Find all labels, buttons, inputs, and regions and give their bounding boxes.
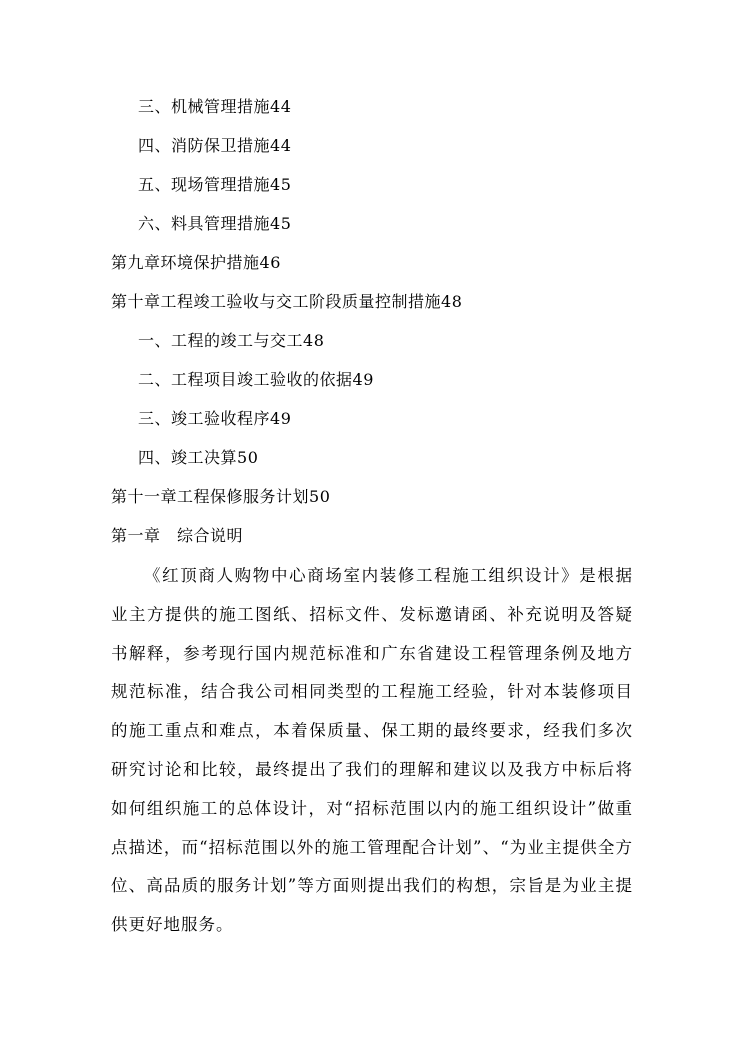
toc-line: [111, 292, 462, 312]
chapter-heading: 第一章 综合说明: [111, 526, 244, 545]
toc-page: 46: [259, 253, 281, 272]
toc-title: 二、工程项目竣工验收的依据: [138, 370, 353, 389]
toc-page: 44: [270, 136, 292, 155]
toc-page: 49: [352, 370, 374, 389]
toc-page: 45: [270, 214, 292, 233]
toc-page: 45: [270, 175, 292, 194]
toc-line: [138, 370, 374, 390]
toc-title: 四、消防保卫措施: [138, 136, 271, 155]
toc-line: [138, 175, 291, 195]
toc-line: [138, 136, 291, 156]
toc-title: 六、料具管理措施: [138, 214, 271, 233]
toc-line: [138, 448, 258, 468]
toc-line: [138, 409, 291, 429]
toc-page: 50: [237, 448, 259, 467]
toc-title: 四、竣工决算: [138, 448, 238, 467]
toc-page: 48: [441, 292, 463, 311]
toc-line: [111, 253, 281, 273]
toc-page: 49: [270, 409, 292, 428]
toc-line: [111, 487, 330, 507]
toc-title: 三、机械管理措施: [138, 97, 271, 116]
toc-title: 第十章工程竣工验收与交工阶段质量控制措施: [111, 292, 442, 311]
body-paragraph: 《红顶商人购物中心商场室内装修工程施工组织设计》是根据业主方提供的施工图纸、招标文件、发标邀请函、补充说明及答疑书解释，参考现行国内规范标准和广东省建设工程管理条例及地方规范标准，结合我公司相同类型的工程施工经验，针对本装修项目的施工重点和难点，本着保质量、保工期的最终要求，经我们多次研究讨论和比较，最终提出了我们的理解和建议以及我方中标后将如何组织施工的总体设计，对“招标范围以内的施工组织设计”做重点描述，而“招标范围以外的施工管理配合计划”、“为业主提供全方位、高品质的服务计划”等方面则提出我们的构想，宗旨是为业主提供更好地服务。: [111, 566, 633, 935]
toc-page: 50: [309, 487, 331, 506]
toc-page: 44: [270, 97, 292, 116]
toc-title: 五、现场管理措施: [138, 175, 271, 194]
toc-title: 第九章环境保护措施: [111, 253, 260, 272]
toc-title: 第十一章工程保修服务计划: [111, 487, 310, 506]
toc-line: [138, 214, 291, 234]
toc-title: 一、工程的竣工与交工: [138, 331, 304, 350]
toc-page: 48: [303, 331, 325, 350]
toc-line: [138, 97, 291, 117]
toc-line: [138, 331, 324, 351]
toc-title: 三、竣工验收程序: [138, 409, 271, 428]
